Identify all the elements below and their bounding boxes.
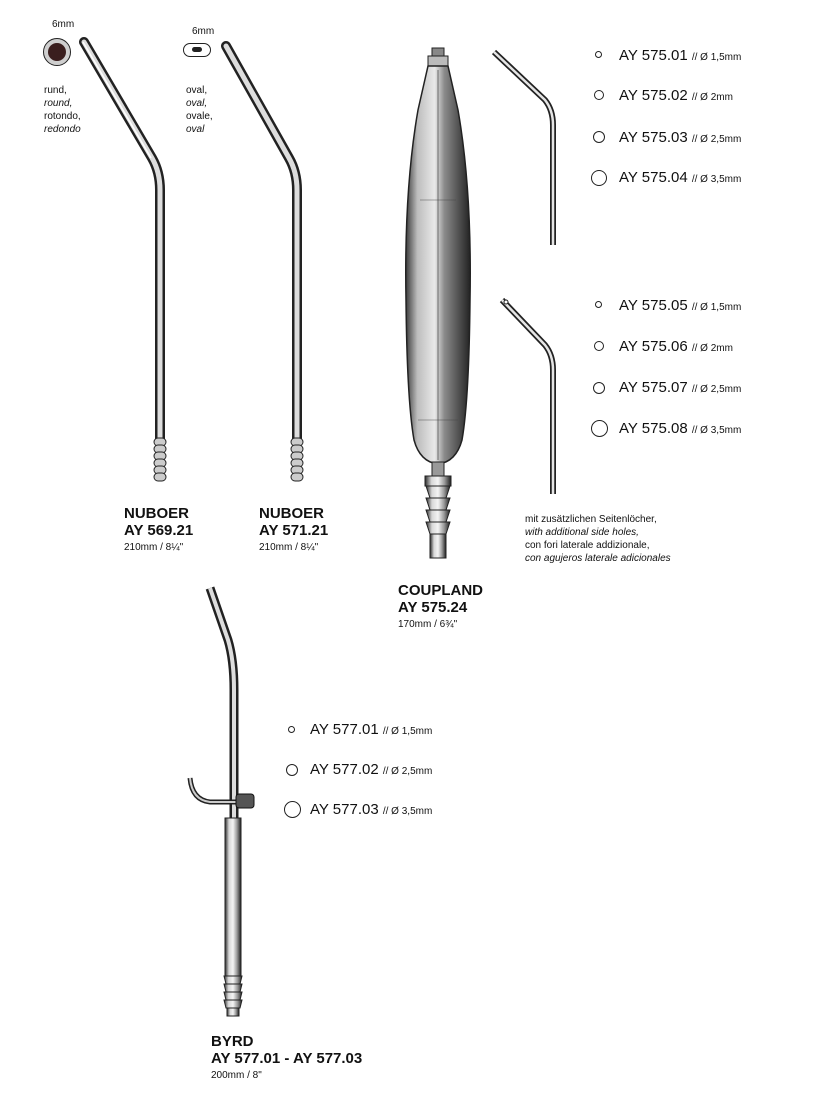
nuboer-oval-tube-illustration <box>226 46 303 481</box>
variant-item: AY 575.02 // Ø 2mm <box>619 87 733 104</box>
diameter-2-circle-icon <box>594 90 604 100</box>
product-title: NUBOER <box>259 505 325 522</box>
diameter-2-5-circle-icon <box>593 382 605 394</box>
diameter-2-5-circle-icon <box>593 131 605 143</box>
diameter-1-5-circle-icon <box>595 301 602 308</box>
product-code: AY 571.21 <box>259 522 329 539</box>
product-code: AY 575.24 <box>398 599 468 616</box>
variant-item: AY 575.05 // Ø 1,5mm <box>619 297 742 314</box>
nuboer-oval-size-label: 6mm <box>192 26 215 37</box>
product-length: 210mm / 8¼" <box>259 542 319 553</box>
variant-item: AY 575.07 // Ø 2,5mm <box>619 379 742 396</box>
product-code: AY 577.01 - AY 577.03 <box>211 1050 363 1067</box>
nuboer-round-tube-illustration <box>83 42 166 481</box>
coupland-handle-illustration <box>406 48 471 558</box>
product-code: AY 569.21 <box>124 522 194 539</box>
product-title: BYRD <box>211 1033 254 1050</box>
diameter-3-5-circle-icon <box>591 170 607 186</box>
product-title: COUPLAND <box>398 582 483 599</box>
product-length: 210mm / 8¼" <box>124 542 184 553</box>
variant-item: AY 575.04 // Ø 3,5mm <box>619 169 742 186</box>
coupland-tip-b-illustration <box>502 300 553 494</box>
coupland-tip-a-illustration <box>494 52 553 245</box>
byrd-label <box>211 1033 362 1082</box>
nuboer-oval-label <box>259 505 328 554</box>
oval-profile-icon <box>183 43 211 57</box>
diameter-1-5-circle-icon <box>595 51 602 58</box>
round-profile-icon <box>43 38 71 66</box>
coupland-label <box>398 582 483 631</box>
variant-item: AY 575.08 // Ø 3,5mm <box>619 420 742 437</box>
byrd-illustration <box>190 588 254 1016</box>
variant-item: AY 575.06 // Ø 2mm <box>619 338 733 355</box>
nuboer-round-label <box>124 505 193 554</box>
diameter-3-5-circle-icon <box>284 801 301 818</box>
product-length: 170mm / 6¾" <box>398 619 458 630</box>
variant-item: AY 577.03 // Ø 3,5mm <box>310 801 433 818</box>
variant-item: AY 577.02 // Ø 2,5mm <box>310 761 433 778</box>
diameter-1-5-circle-icon <box>288 726 295 733</box>
nuboer-round-description: rund, round, rotondo, redondo <box>44 85 81 135</box>
variant-item: AY 575.03 // Ø 2,5mm <box>619 129 742 146</box>
nuboer-round-size-label: 6mm <box>52 19 75 30</box>
side-holes-note: mit zusätzlichen Seitenlöcher, with additional side holes, con fori laterale addizionale, con agujeros laterale adicionales <box>525 514 671 564</box>
product-length: 200mm / 8" <box>211 1070 262 1081</box>
product-title: NUBOER <box>124 505 190 522</box>
diameter-3-5-circle-icon <box>591 420 608 437</box>
diameter-2-5-circle-icon <box>286 764 298 776</box>
diameter-2-circle-icon <box>594 341 604 351</box>
variant-item: AY 575.01 // Ø 1,5mm <box>619 47 742 64</box>
variant-item: AY 577.01 // Ø 1,5mm <box>310 721 433 738</box>
nuboer-oval-description: oval, oval, ovale, oval <box>186 85 213 135</box>
